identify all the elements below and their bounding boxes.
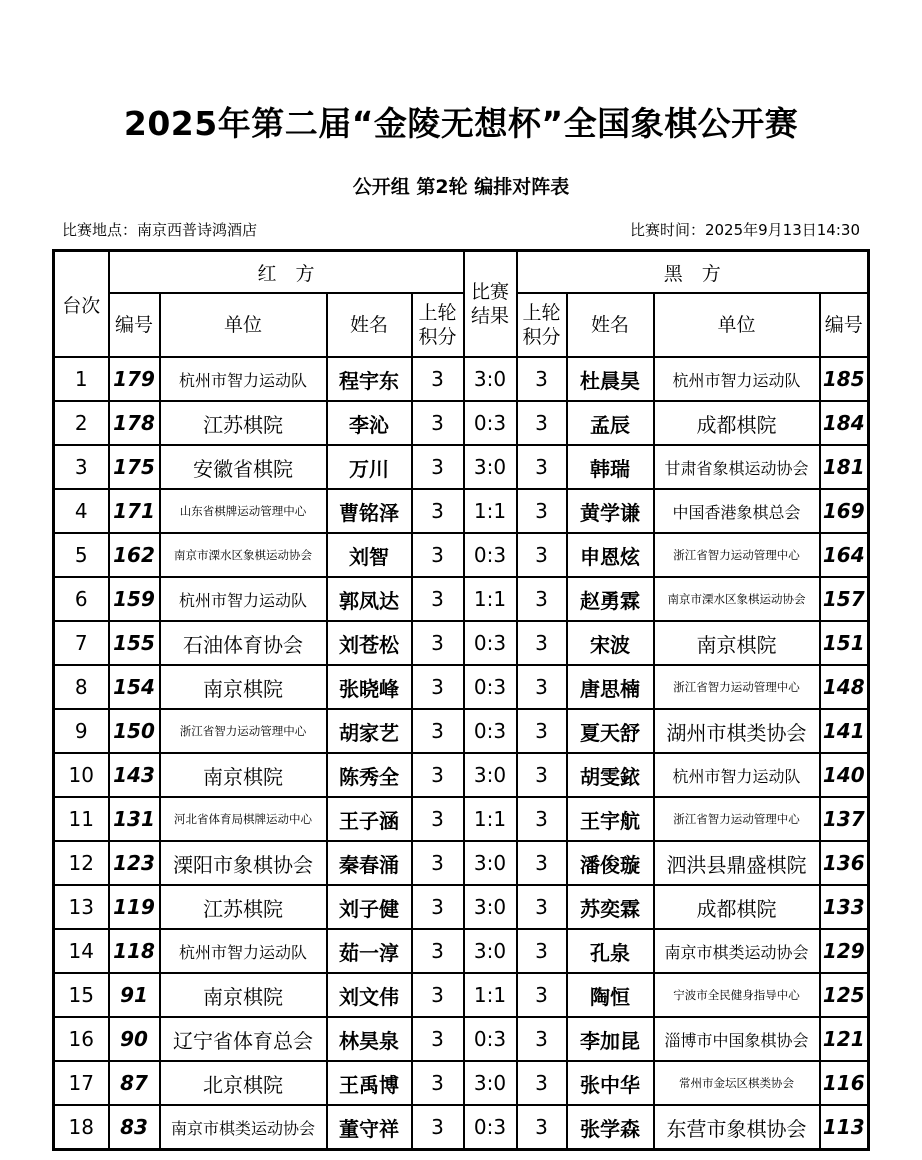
header-black-unit: 单位 bbox=[654, 293, 820, 357]
table-number: 2 bbox=[54, 401, 109, 445]
black-unit: 泗洪县鼎盛棋院 bbox=[654, 841, 820, 885]
table-number: 15 bbox=[54, 973, 109, 1017]
table-number: 18 bbox=[54, 1105, 109, 1150]
black-prev-points: 3 bbox=[517, 797, 567, 841]
red-player-name: 董守祥 bbox=[327, 1105, 412, 1150]
match-result: 3:0 bbox=[464, 445, 517, 489]
black-player-name: 赵勇霖 bbox=[567, 577, 654, 621]
red-prev-points: 3 bbox=[412, 621, 464, 665]
table-row bbox=[54, 1105, 869, 1150]
black-unit: 浙江省智力运动管理中心 bbox=[654, 533, 820, 577]
table-row bbox=[54, 709, 869, 753]
red-player-name: 郭凤达 bbox=[327, 577, 412, 621]
header-red-no: 编号 bbox=[109, 293, 160, 357]
red-player-no: 91 bbox=[109, 973, 160, 1017]
red-player-name: 秦春涌 bbox=[327, 841, 412, 885]
black-unit: 杭州市智力运动队 bbox=[654, 753, 820, 797]
red-prev-points: 3 bbox=[412, 401, 464, 445]
red-unit: 山东省棋牌运动管理中心 bbox=[160, 489, 327, 533]
black-player-no: 185 bbox=[820, 357, 869, 401]
table-row bbox=[54, 885, 869, 929]
black-player-no: 116 bbox=[820, 1061, 869, 1105]
red-unit: 南京市棋类运动协会 bbox=[160, 1105, 327, 1150]
table-number: 5 bbox=[54, 533, 109, 577]
black-prev-points: 3 bbox=[517, 489, 567, 533]
red-player-no: 155 bbox=[109, 621, 160, 665]
black-unit: 成都棋院 bbox=[654, 401, 820, 445]
red-player-no: 154 bbox=[109, 665, 160, 709]
table-row bbox=[54, 1017, 869, 1061]
red-prev-points: 3 bbox=[412, 665, 464, 709]
red-unit: 河北省体育局棋牌运动中心 bbox=[160, 797, 327, 841]
match-result: 1:1 bbox=[464, 489, 517, 533]
black-player-name: 陶恒 bbox=[567, 973, 654, 1017]
red-player-no: 162 bbox=[109, 533, 160, 577]
black-unit: 东营市象棋协会 bbox=[654, 1105, 820, 1150]
black-player-name: 苏奕霖 bbox=[567, 885, 654, 929]
time-info: 比赛时间：2025年9月13日14:30 bbox=[629, 221, 860, 239]
table-row bbox=[54, 753, 869, 797]
match-result: 3:0 bbox=[464, 753, 517, 797]
black-prev-points: 3 bbox=[517, 885, 567, 929]
match-result: 1:1 bbox=[464, 797, 517, 841]
black-player-no: 125 bbox=[820, 973, 869, 1017]
black-prev-points: 3 bbox=[517, 533, 567, 577]
red-prev-points: 3 bbox=[412, 1105, 464, 1150]
red-unit: 杭州市智力运动队 bbox=[160, 357, 327, 401]
red-prev-points: 3 bbox=[412, 1017, 464, 1061]
black-unit: 常州市金坛区棋类协会 bbox=[654, 1061, 820, 1105]
red-prev-points: 3 bbox=[412, 1061, 464, 1105]
red-player-name: 胡家艺 bbox=[327, 709, 412, 753]
red-player-no: 123 bbox=[109, 841, 160, 885]
black-unit: 成都棋院 bbox=[654, 885, 820, 929]
red-unit: 江苏棋院 bbox=[160, 885, 327, 929]
red-prev-points: 3 bbox=[412, 357, 464, 401]
black-player-no: 141 bbox=[820, 709, 869, 753]
header-red-prev: 上轮积分 bbox=[412, 293, 464, 357]
match-result: 0:3 bbox=[464, 621, 517, 665]
red-player-no: 175 bbox=[109, 445, 160, 489]
red-player-name: 刘子健 bbox=[327, 885, 412, 929]
table-number: 17 bbox=[54, 1061, 109, 1105]
table-number: 14 bbox=[54, 929, 109, 973]
black-player-no: 140 bbox=[820, 753, 869, 797]
table-row bbox=[54, 489, 869, 533]
black-unit: 南京市溧水区象棋运动协会 bbox=[654, 577, 820, 621]
red-prev-points: 3 bbox=[412, 973, 464, 1017]
red-player-no: 118 bbox=[109, 929, 160, 973]
header-black-no: 编号 bbox=[820, 293, 869, 357]
red-player-no: 171 bbox=[109, 489, 160, 533]
header-red-side: 红 方 bbox=[109, 251, 464, 294]
red-unit: 南京棋院 bbox=[160, 753, 327, 797]
black-player-no: 169 bbox=[820, 489, 869, 533]
black-player-no: 181 bbox=[820, 445, 869, 489]
black-prev-points: 3 bbox=[517, 1017, 567, 1061]
black-player-no: 129 bbox=[820, 929, 869, 973]
black-prev-points: 3 bbox=[517, 753, 567, 797]
header-result: 比赛结果 bbox=[464, 251, 517, 358]
table-number: 9 bbox=[54, 709, 109, 753]
header-black-name: 姓名 bbox=[567, 293, 654, 357]
black-unit: 淄博市中国象棋协会 bbox=[654, 1017, 820, 1061]
black-prev-points: 3 bbox=[517, 1105, 567, 1150]
red-player-name: 万川 bbox=[327, 445, 412, 489]
table-row bbox=[54, 929, 869, 973]
black-player-no: 121 bbox=[820, 1017, 869, 1061]
red-player-no: 119 bbox=[109, 885, 160, 929]
match-result: 0:3 bbox=[464, 709, 517, 753]
red-prev-points: 3 bbox=[412, 533, 464, 577]
table-row bbox=[54, 621, 869, 665]
black-player-name: 韩瑞 bbox=[567, 445, 654, 489]
red-player-name: 王子涵 bbox=[327, 797, 412, 841]
black-player-name: 唐思楠 bbox=[567, 665, 654, 709]
table-number: 7 bbox=[54, 621, 109, 665]
table-number: 6 bbox=[54, 577, 109, 621]
red-player-no: 131 bbox=[109, 797, 160, 841]
black-prev-points: 3 bbox=[517, 929, 567, 973]
red-prev-points: 3 bbox=[412, 753, 464, 797]
red-unit: 溧阳市象棋协会 bbox=[160, 841, 327, 885]
black-prev-points: 3 bbox=[517, 357, 567, 401]
red-player-name: 张晓峰 bbox=[327, 665, 412, 709]
black-player-name: 张学森 bbox=[567, 1105, 654, 1150]
match-result: 3:0 bbox=[464, 929, 517, 973]
red-player-name: 刘智 bbox=[327, 533, 412, 577]
black-prev-points: 3 bbox=[517, 1061, 567, 1105]
black-player-name: 胡雯銥 bbox=[567, 753, 654, 797]
red-unit: 北京棋院 bbox=[160, 1061, 327, 1105]
black-prev-points: 3 bbox=[517, 577, 567, 621]
red-player-no: 150 bbox=[109, 709, 160, 753]
table-number: 3 bbox=[54, 445, 109, 489]
table-number: 4 bbox=[54, 489, 109, 533]
black-player-name: 黄学谦 bbox=[567, 489, 654, 533]
black-player-name: 孔泉 bbox=[567, 929, 654, 973]
table-row bbox=[54, 841, 869, 885]
black-unit: 湖州市棋类协会 bbox=[654, 709, 820, 753]
header-red-unit: 单位 bbox=[160, 293, 327, 357]
red-prev-points: 3 bbox=[412, 489, 464, 533]
black-player-no: 164 bbox=[820, 533, 869, 577]
black-prev-points: 3 bbox=[517, 973, 567, 1017]
red-player-name: 林昊泉 bbox=[327, 1017, 412, 1061]
black-unit: 南京市棋类运动协会 bbox=[654, 929, 820, 973]
black-player-no: 148 bbox=[820, 665, 869, 709]
red-unit: 安徽省棋院 bbox=[160, 445, 327, 489]
red-player-name: 刘文伟 bbox=[327, 973, 412, 1017]
table-row bbox=[54, 577, 869, 621]
black-player-name: 杜晨昊 bbox=[567, 357, 654, 401]
match-result: 0:3 bbox=[464, 1105, 517, 1150]
red-unit: 石油体育协会 bbox=[160, 621, 327, 665]
red-player-no: 143 bbox=[109, 753, 160, 797]
red-unit: 杭州市智力运动队 bbox=[160, 929, 327, 973]
black-unit: 宁波市全民健身指导中心 bbox=[654, 973, 820, 1017]
pairing-table bbox=[52, 249, 870, 1151]
red-player-name: 刘苍松 bbox=[327, 621, 412, 665]
black-player-name: 夏天舒 bbox=[567, 709, 654, 753]
black-player-name: 申恩炫 bbox=[567, 533, 654, 577]
table-row bbox=[54, 445, 869, 489]
red-prev-points: 3 bbox=[412, 929, 464, 973]
match-result: 3:0 bbox=[464, 885, 517, 929]
black-player-no: 113 bbox=[820, 1105, 869, 1150]
table-number: 11 bbox=[54, 797, 109, 841]
document-title: 2025年第二届“金陵无想杯”全国象棋公开赛 bbox=[123, 104, 799, 143]
red-player-name: 陈秀全 bbox=[327, 753, 412, 797]
red-player-no: 178 bbox=[109, 401, 160, 445]
match-result: 0:3 bbox=[464, 1017, 517, 1061]
match-result: 1:1 bbox=[464, 577, 517, 621]
red-unit: 南京棋院 bbox=[160, 973, 327, 1017]
red-player-name: 李沁 bbox=[327, 401, 412, 445]
table-number: 16 bbox=[54, 1017, 109, 1061]
black-unit: 浙江省智力运动管理中心 bbox=[654, 665, 820, 709]
black-player-name: 张中华 bbox=[567, 1061, 654, 1105]
black-prev-points: 3 bbox=[517, 709, 567, 753]
red-prev-points: 3 bbox=[412, 577, 464, 621]
document-subtitle: 公开组 第2轮 编排对阵表 bbox=[352, 176, 570, 198]
red-prev-points: 3 bbox=[412, 709, 464, 753]
black-player-no: 184 bbox=[820, 401, 869, 445]
red-unit: 南京市溧水区象棋运动协会 bbox=[160, 533, 327, 577]
black-unit: 中国香港象棋总会 bbox=[654, 489, 820, 533]
table-row bbox=[54, 797, 869, 841]
red-prev-points: 3 bbox=[412, 841, 464, 885]
table-number: 12 bbox=[54, 841, 109, 885]
red-player-no: 179 bbox=[109, 357, 160, 401]
red-unit: 南京棋院 bbox=[160, 665, 327, 709]
red-player-name: 茹一淳 bbox=[327, 929, 412, 973]
red-player-name: 王禹博 bbox=[327, 1061, 412, 1105]
table-row bbox=[54, 533, 869, 577]
red-unit: 浙江省智力运动管理中心 bbox=[160, 709, 327, 753]
match-result: 0:3 bbox=[464, 401, 517, 445]
black-player-no: 137 bbox=[820, 797, 869, 841]
red-prev-points: 3 bbox=[412, 797, 464, 841]
header-black-side: 黑 方 bbox=[517, 251, 869, 294]
match-result: 3:0 bbox=[464, 357, 517, 401]
header-table-number: 台次 bbox=[54, 251, 109, 358]
table-number: 8 bbox=[54, 665, 109, 709]
table-row bbox=[54, 973, 869, 1017]
black-unit: 浙江省智力运动管理中心 bbox=[654, 797, 820, 841]
black-player-no: 133 bbox=[820, 885, 869, 929]
black-unit: 南京棋院 bbox=[654, 621, 820, 665]
table-number: 10 bbox=[54, 753, 109, 797]
match-result: 3:0 bbox=[464, 1061, 517, 1105]
venue-info: 比赛地点：南京西普诗鸿酒店 bbox=[62, 221, 258, 239]
header-red-name: 姓名 bbox=[327, 293, 412, 357]
table-row bbox=[54, 1061, 869, 1105]
table-row bbox=[54, 401, 869, 445]
red-prev-points: 3 bbox=[412, 445, 464, 489]
table-number: 13 bbox=[54, 885, 109, 929]
red-unit: 江苏棋院 bbox=[160, 401, 327, 445]
black-player-no: 151 bbox=[820, 621, 869, 665]
black-unit: 甘肃省象棋运动协会 bbox=[654, 445, 820, 489]
table-number: 1 bbox=[54, 357, 109, 401]
black-unit: 杭州市智力运动队 bbox=[654, 357, 820, 401]
red-player-no: 83 bbox=[109, 1105, 160, 1150]
black-player-name: 王宇航 bbox=[567, 797, 654, 841]
match-result: 3:0 bbox=[464, 841, 517, 885]
black-player-no: 157 bbox=[820, 577, 869, 621]
red-prev-points: 3 bbox=[412, 885, 464, 929]
red-player-no: 90 bbox=[109, 1017, 160, 1061]
red-player-name: 程宇东 bbox=[327, 357, 412, 401]
black-prev-points: 3 bbox=[517, 401, 567, 445]
red-player-name: 曹铭泽 bbox=[327, 489, 412, 533]
table-row bbox=[54, 665, 869, 709]
match-result: 0:3 bbox=[464, 533, 517, 577]
header-black-prev: 上轮积分 bbox=[517, 293, 567, 357]
black-prev-points: 3 bbox=[517, 841, 567, 885]
red-player-no: 159 bbox=[109, 577, 160, 621]
black-player-name: 潘俊璇 bbox=[567, 841, 654, 885]
black-player-name: 孟辰 bbox=[567, 401, 654, 445]
black-player-name: 李加昆 bbox=[567, 1017, 654, 1061]
match-result: 1:1 bbox=[464, 973, 517, 1017]
red-player-no: 87 bbox=[109, 1061, 160, 1105]
black-prev-points: 3 bbox=[517, 445, 567, 489]
black-player-name: 宋波 bbox=[567, 621, 654, 665]
match-result: 0:3 bbox=[464, 665, 517, 709]
black-prev-points: 3 bbox=[517, 665, 567, 709]
black-prev-points: 3 bbox=[517, 621, 567, 665]
red-unit: 辽宁省体育总会 bbox=[160, 1017, 327, 1061]
red-unit: 杭州市智力运动队 bbox=[160, 577, 327, 621]
black-player-no: 136 bbox=[820, 841, 869, 885]
table-row bbox=[54, 357, 869, 401]
